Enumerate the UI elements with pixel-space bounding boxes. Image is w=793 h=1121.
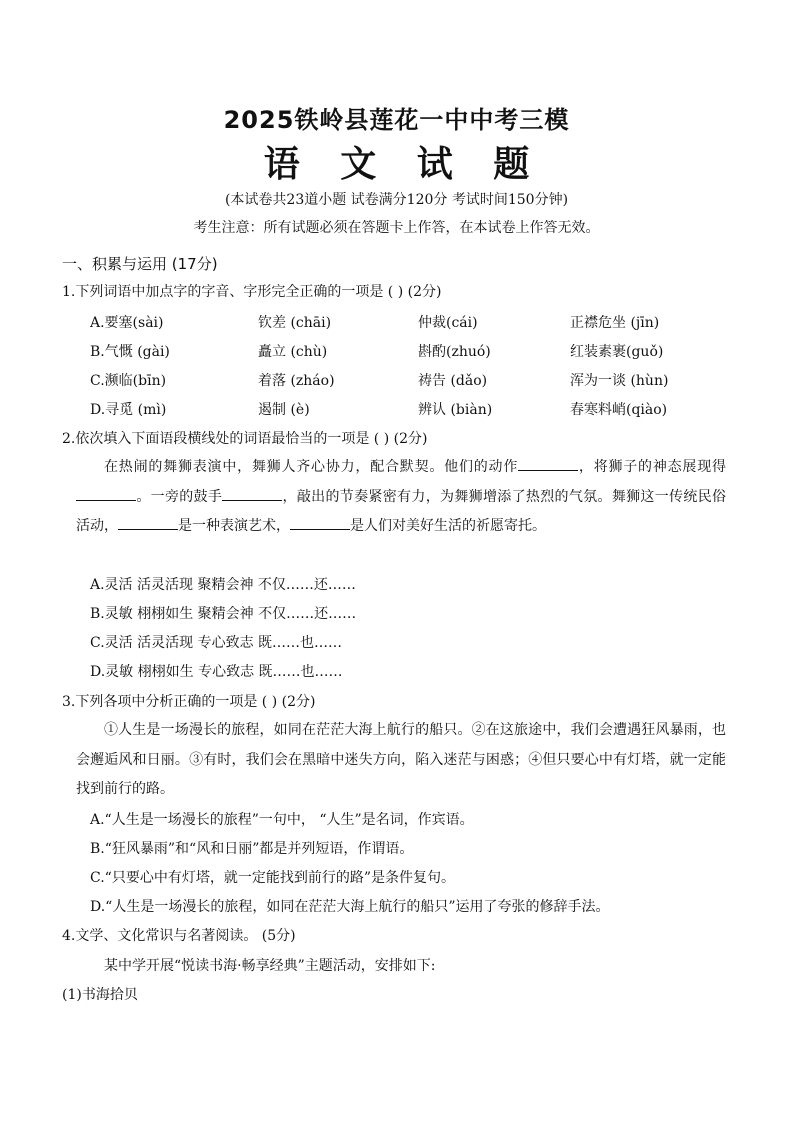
q1-option-c-2: 着落 (zháo)	[258, 373, 335, 389]
exam-notice: 考生注意：所有试题必须在答题卡上作答，在本试卷上作答无效。	[193, 220, 600, 236]
q1-option-c-3: 祷告 (dǎo)	[418, 373, 488, 389]
fill-blank-3	[222, 486, 282, 501]
q1-option-b-3: 斟酌(zhuó)	[418, 344, 491, 360]
q2-passage-part-4: ，敲出的节奏紧密有力，为舞狮增添了热烈的气氛。舞狮这一传统民俗活动，	[76, 488, 727, 534]
fill-blank-2	[76, 486, 136, 501]
q2-option-a: A.灵活 活灵活现 聚精会神 不仅……还……	[90, 577, 356, 593]
section-heading: 一、积累与运用 (17分)	[62, 255, 218, 273]
q3-option-c: C.“只要心中有灯塔，就一定能找到前行的路”是条件复句。	[90, 870, 455, 886]
fill-blank-5	[290, 515, 350, 530]
q3-option-d: D.“人生是一场漫长的旅程，如同在茫茫大海上航行的船只”运用了夸张的修辞手法。	[90, 899, 610, 915]
q4-sub-1: (1)书海拾贝	[62, 987, 138, 1003]
q1-option-a-1: A.要塞(sài)	[90, 315, 164, 331]
q1-option-d-2: 遏制 (è)	[258, 402, 310, 418]
question-2-stem: 2.依次填入下面语段横线处的词语最恰当的一项是 ( ) (2分)	[62, 431, 428, 447]
q3-passage-text: ①人生是一场漫长的旅程，如同在茫茫大海上航行的船只。②在这旅途中，我们会遭遇狂风暴雨，也会邂逅风和日丽。③有时，我们会在黑暗中迷失方向，陷入迷茫与困惑；④但只要心中有灯塔，就一定能找到前行的路。	[76, 722, 726, 797]
q1-option-a-4: 正襟危坐 (jīn)	[570, 315, 660, 331]
exam-subject: 语 文 试 题	[263, 144, 544, 185]
q1-option-c-4: 浑为一谈 (hùn)	[570, 373, 669, 389]
q2-passage-part-2: ，将狮子的神态展现得	[578, 459, 727, 475]
q2-passage-part-3: 。一旁的鼓手	[136, 488, 223, 505]
q3-option-b: B.“狂风暴雨”和“风和日丽”都是并列短语，作谓语。	[90, 841, 414, 857]
q2-passage	[76, 453, 726, 542]
q1-option-a-2: 钦差 (chāi)	[258, 315, 332, 331]
q1-option-b-2: 矗立 (chù)	[258, 344, 328, 360]
q1-option-c-1: C.濒临(bīn)	[90, 373, 167, 389]
question-1-stem: 1.下列词语中加点字的字音、字形完全正确的一项是 ( ) (2分)	[62, 284, 442, 300]
q3-option-a: A.“人生是一场漫长的旅程”一句中， “人生”是名词，作宾语。	[90, 812, 474, 828]
q2-option-b: B.灵敏 栩栩如生 聚精会神 不仅……还……	[90, 606, 357, 622]
question-3-stem: 3.下列各项中分析正确的一项是 ( ) (2分)	[62, 694, 316, 710]
exam-title: 2025铁岭县莲花一中中考三模	[223, 106, 570, 134]
q1-option-d-1: D.寻觅 (mì)	[90, 402, 167, 418]
q2-passage-part-5: 是一种表演艺术，	[178, 518, 290, 534]
q3-passage	[76, 716, 726, 805]
q1-option-b-4: 红装素裹(guǒ)	[570, 344, 664, 360]
q1-option-b-1: B.气慨 (gài)	[90, 344, 170, 360]
q1-option-d-3: 辨认 (biàn)	[418, 402, 493, 418]
fill-blank-4	[118, 515, 178, 530]
q1-option-a-3: 仲裁(cái)	[418, 315, 478, 331]
q2-passage-part-1: 在热闹的舞狮表演中，舞狮人齐心协力，配合默契。他们的动作	[104, 459, 519, 475]
q4-intro: 某中学开展“悦读书海·畅享经典”主题活动，安排如下:	[104, 958, 436, 974]
q2-passage-part-6: 是人们对美好生活的祈愿寄托。	[350, 518, 546, 534]
q1-option-d-4: 春寒料峭(qiào)	[570, 402, 668, 418]
question-4-stem: 4.文学、文化常识与名著阅读。 (5分)	[62, 928, 296, 944]
exam-info: (本试卷共23道小题 试卷满分120分 考试时间150分钟)	[224, 192, 569, 208]
q2-option-d: D.灵敏 栩栩如生 专心致志 既……也……	[90, 664, 343, 680]
fill-blank-1	[518, 456, 578, 471]
q2-option-c: C.灵活 活灵活现 专心致志 既……也……	[90, 635, 343, 651]
